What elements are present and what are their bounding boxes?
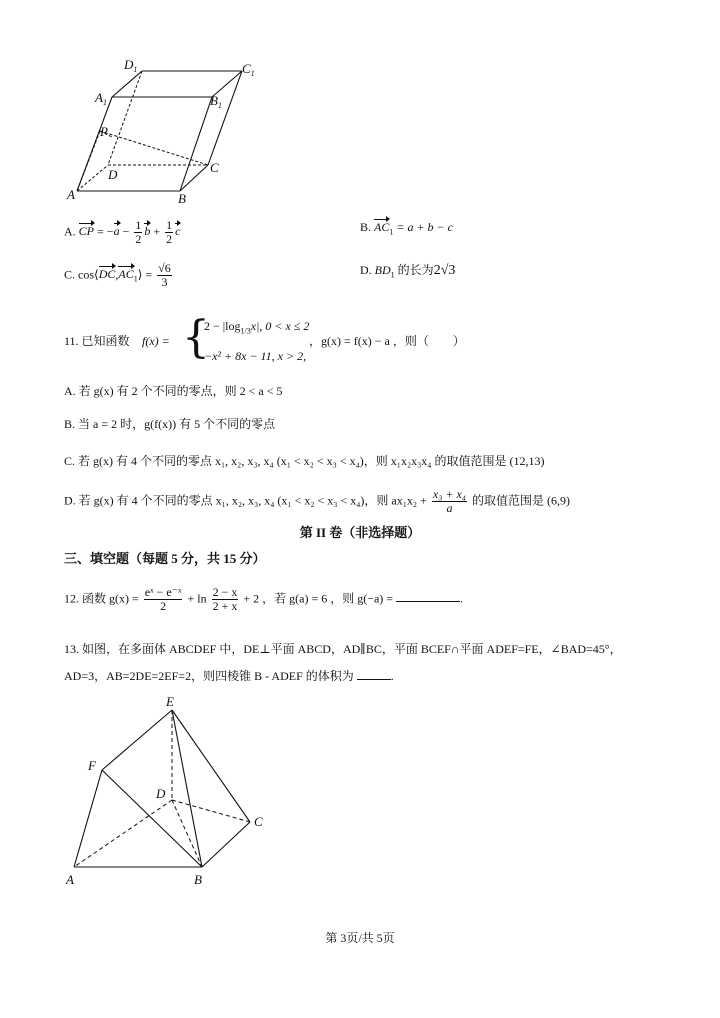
q11-option-C: C. 若 g(x) 有 4 个不同的零点 x₁, x₂, x₃, x₄ (x₁ < x₂ < x₃ < x₄)，则 x₁x₂x₃x₄ 的取值范围是 (12,13)	[64, 454, 545, 468]
label-C: C	[254, 814, 263, 829]
page-footer: 第 3页/共 5页	[325, 931, 395, 945]
polyhedron-figure	[62, 692, 272, 887]
q11-option-B: B. 当 a = 2 时，g(f(x)) 有 5 个不同的零点	[64, 417, 276, 431]
edge-FA	[74, 770, 102, 867]
q11-option-A: A. 若 g(x) 有 2 个不同的零点，则 2 < a < 5	[64, 384, 283, 398]
part-title: 第 II 卷（非选择题）	[299, 525, 421, 540]
option-D: D. $BD_1$ 的长为2√3	[360, 263, 456, 280]
q13-line1: 13. 如图，在多面体 ABCDEF 中，DE⊥平面 ABCD，AD∥BC，平面 BCEF∩平面 ADEF=FE，∠BAD=45°，	[64, 642, 622, 656]
section-heading: 三、填空题（每题 5 分，共 15 分）	[64, 551, 266, 566]
parallelepiped-figure	[62, 55, 272, 205]
label-D: D	[108, 167, 118, 182]
label-A: A	[66, 872, 74, 887]
edge-EF	[102, 710, 172, 770]
answer-blank	[396, 589, 460, 602]
option-A: A. CP = −a − $\frac{1}{2}$ b + $\frac{1}{2}$ c	[64, 218, 181, 246]
label-A1: $A_1$	[95, 90, 107, 107]
label-E: E	[166, 694, 174, 709]
edge-DA	[74, 800, 172, 867]
label-D: D	[156, 786, 166, 801]
edge-CE	[172, 710, 250, 822]
edge-DB	[172, 800, 202, 867]
q13-line2: AD=3，AB=2DE=2EF=2，则四棱锥 B - ADEF 的体积为 .	[64, 669, 394, 683]
label-C: C	[210, 160, 219, 175]
label-P: P	[100, 124, 108, 139]
label-F: F	[88, 758, 96, 773]
q12: 12. 函数 g(x) = $\frac{\text{eˣ − e⁻ˣ}}{2}$ + ln $\frac{2 - x}{2 + x}$ + 2 ，若 g(a) = 6 ，则 g(−a) = .	[64, 585, 464, 613]
q11-option-D: D. 若 g(x) 有 4 个不同的零点 x₁, x₂, x₃, x₄ (x₁ < x₂ < x₃ < x₄)，则 ax₁x₂ + $\frac{\text{x₃ + x₄}}{a}$ 的取值范围是 (6,9)	[64, 487, 570, 515]
option-C: C. $\cos⟨DC,AC_1⟩$ = $\frac{√6}{3}$	[64, 261, 171, 289]
label-A: A	[67, 187, 75, 202]
answer-blank-13	[357, 667, 391, 680]
edge-DC	[172, 800, 250, 822]
label-C1: $C_1$	[242, 61, 255, 78]
label-B: B	[194, 872, 202, 887]
edge-B1B	[180, 97, 212, 191]
segment-PC	[100, 131, 208, 165]
label-B: B	[178, 191, 186, 205]
label-B1: $B_1$	[210, 93, 222, 110]
edge-FB	[102, 770, 202, 867]
edge-A1D1	[112, 71, 142, 97]
edge-EB	[172, 710, 202, 867]
edge-BC	[202, 822, 250, 867]
option-B: B. $AC_1 = a + b - c$	[360, 220, 453, 237]
label-D1: $D_1$	[124, 57, 138, 74]
